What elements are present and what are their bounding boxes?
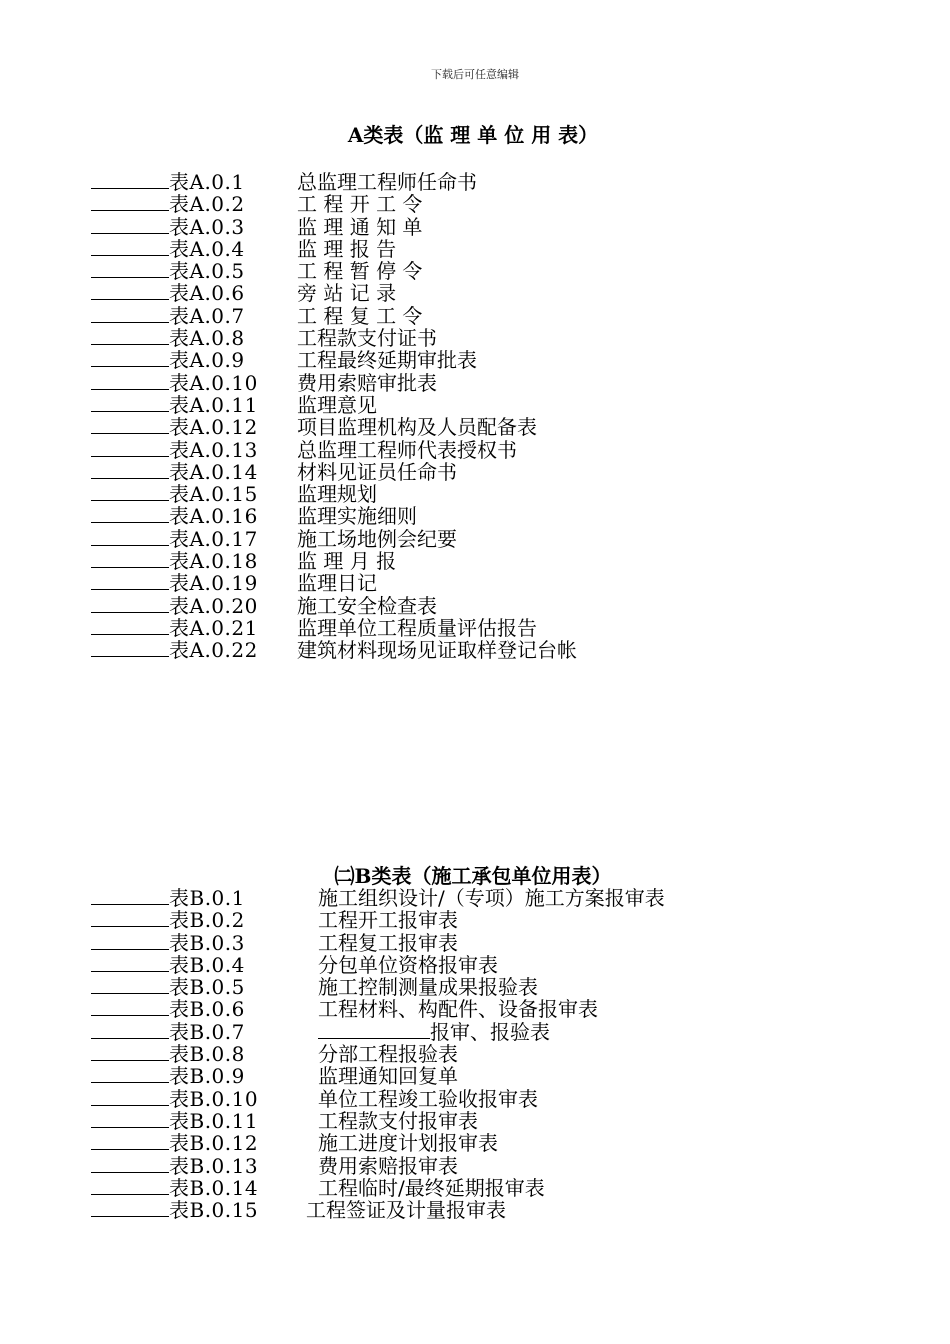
section-a-item-row	[91, 617, 891, 639]
form-code: 表B.0.11	[169, 1108, 259, 1133]
form-name: 旁 站 记 录	[297, 281, 397, 306]
inline-fill-in-blank-line	[318, 1021, 430, 1039]
form-name: 工程最终延期审批表	[297, 348, 477, 373]
form-code: 表B.0.12	[169, 1131, 259, 1156]
form-code: 表A.0.3	[169, 214, 245, 239]
form-code: 表A.0.12	[169, 415, 258, 440]
fill-in-blank-line	[91, 305, 169, 323]
section-b-item-row	[91, 909, 891, 931]
fill-in-blank-line	[91, 349, 169, 367]
form-name: 监理日记	[297, 571, 377, 596]
form-name: 建筑材料现场见证取样登记台帐	[297, 638, 577, 663]
fill-in-blank-line	[91, 1021, 169, 1039]
form-code: 表A.0.19	[169, 571, 258, 596]
form-code: 表B.0.1	[169, 886, 245, 910]
form-name: 监理通知回复单	[318, 1064, 458, 1089]
form-name: 施工场地例会纪要	[297, 526, 457, 551]
form-code: 表A.0.14	[169, 459, 258, 484]
form-name: 工 程 开 工 令	[297, 192, 423, 217]
form-code: 表A.0.13	[169, 437, 258, 462]
section-b-item-row	[91, 954, 891, 976]
form-name: 单位工程竣工验收报审表	[318, 1086, 538, 1111]
form-name: 工程签证及计量报审表	[306, 1198, 506, 1223]
form-name: 材料见证员任命书	[297, 459, 457, 484]
form-name: 监理规划	[297, 482, 377, 507]
fill-in-blank-line	[91, 1065, 169, 1083]
form-code: 表B.0.14	[169, 1175, 259, 1200]
fill-in-blank-line	[91, 260, 169, 278]
section-a-item-row	[91, 639, 891, 661]
form-name: 费用索赔审批表	[297, 370, 437, 395]
form-name: 施工控制测量成果报验表	[318, 975, 538, 1000]
form-code: 表A.0.20	[169, 593, 258, 618]
fill-in-blank-line	[91, 617, 169, 635]
fill-in-blank-line	[91, 1043, 169, 1061]
form-code: 表B.0.7	[169, 1019, 245, 1044]
section-a-item-row	[91, 394, 891, 416]
form-name: 总监理工程师代表授权书	[297, 437, 517, 462]
form-name: 项目监理机构及人员配备表	[297, 415, 537, 440]
form-code: 表A.0.15	[169, 482, 258, 507]
section-a-item-row	[91, 260, 891, 282]
form-name: 工程开工报审表	[318, 908, 458, 933]
form-name: 监 理 报 告	[297, 236, 397, 261]
section-a-list	[91, 171, 891, 662]
form-code: 表B.0.10	[169, 1086, 259, 1111]
section-b-title: ㈡B类表（施工承包单位用表）	[334, 864, 612, 888]
section-a-item-row	[91, 305, 891, 327]
fill-in-blank-line	[91, 483, 169, 501]
section-a-item-row	[91, 238, 891, 260]
form-name: 监 理 月 报	[297, 549, 397, 574]
section-a-item-row	[91, 327, 891, 349]
section-a-item-row	[91, 461, 891, 483]
form-name: 工程复工报审表	[318, 930, 458, 955]
fill-in-blank-line	[91, 595, 169, 613]
section-b-item-row	[91, 887, 891, 909]
form-code: 表A.0.10	[169, 370, 258, 395]
form-name: 费用索赔报审表	[318, 1153, 458, 1178]
section-b-item-row	[91, 1155, 891, 1177]
fill-in-blank-line	[91, 998, 169, 1016]
fill-in-blank-line	[91, 1199, 169, 1217]
form-code: 表A.0.8	[169, 326, 245, 351]
fill-in-blank-line	[91, 932, 169, 950]
form-name: 总监理工程师任命书	[297, 170, 477, 194]
section-b-item-row	[91, 1177, 891, 1199]
form-name: 工程款支付报审表	[318, 1108, 478, 1133]
fill-in-blank-line	[91, 1088, 169, 1106]
header-note: 下载后可任意编辑	[431, 68, 519, 81]
fill-in-blank-line	[91, 1155, 169, 1173]
form-code: 表A.0.11	[169, 392, 258, 417]
form-name: 施工进度计划报审表	[318, 1131, 498, 1156]
form-name: 施工组织设计/（专项）施工方案报审表	[318, 886, 665, 910]
form-code: 表B.0.8	[169, 1042, 245, 1067]
section-a-item-row	[91, 416, 891, 438]
form-code: 表B.0.3	[169, 930, 245, 955]
form-code: 表B.0.9	[169, 1064, 245, 1089]
fill-in-blank-line	[91, 394, 169, 412]
section-a-item-row	[91, 505, 891, 527]
form-code: 表A.0.6	[169, 281, 245, 306]
section-b-item-row	[91, 1088, 891, 1110]
section-a-item-row	[91, 282, 891, 304]
fill-in-blank-line	[91, 171, 169, 189]
fill-in-blank-line	[91, 954, 169, 972]
form-code: 表B.0.2	[169, 908, 245, 933]
section-b-item-row	[91, 1199, 891, 1221]
form-name: 监理意见	[297, 392, 377, 417]
fill-in-blank-line	[91, 327, 169, 345]
section-a-item-row	[91, 349, 891, 371]
fill-in-blank-line	[91, 1177, 169, 1195]
form-code: 表A.0.4	[169, 236, 245, 261]
form-code: 表A.0.18	[169, 549, 258, 574]
section-b-item-row	[91, 1110, 891, 1132]
form-name: 施工安全检查表	[297, 593, 437, 618]
form-name: 分包单位资格报审表	[318, 952, 498, 977]
form-code: 表B.0.13	[169, 1153, 259, 1178]
form-code: 表A.0.5	[169, 259, 245, 284]
section-b-item-row	[91, 1021, 891, 1043]
section-b-item-row	[91, 932, 891, 954]
form-code: 表A.0.22	[169, 638, 258, 663]
fill-in-blank-line	[91, 505, 169, 523]
form-name: 工 程 暂 停 令	[297, 259, 423, 284]
section-a-item-row	[91, 550, 891, 572]
section-a-item-row	[91, 528, 891, 550]
fill-in-blank-line	[91, 528, 169, 546]
section-b-item-row	[91, 998, 891, 1020]
form-name: 分部工程报验表	[318, 1042, 458, 1067]
section-a-item-row	[91, 595, 891, 617]
section-a-item-row	[91, 483, 891, 505]
form-code: 表A.0.1	[169, 170, 245, 194]
section-b-item-row	[91, 1043, 891, 1065]
fill-in-blank-line	[91, 976, 169, 994]
section-a-item-row	[91, 171, 891, 193]
fill-in-blank-line	[91, 416, 169, 434]
fill-in-blank-line	[91, 639, 169, 657]
form-code: 表A.0.7	[169, 303, 245, 328]
section-a-title: A类表（监 理 单 位 用 表）	[347, 123, 599, 147]
form-code: 表A.0.17	[169, 526, 258, 551]
form-name: 工 程 复 工 令	[297, 303, 423, 328]
form-code: 表A.0.21	[169, 615, 258, 640]
form-code: 表B.0.5	[169, 975, 245, 1000]
section-b-item-row	[91, 1132, 891, 1154]
section-a-item-row	[91, 372, 891, 394]
form-code: 表A.0.2	[169, 192, 245, 217]
fill-in-blank-line	[91, 1132, 169, 1150]
section-a-item-row	[91, 439, 891, 461]
form-code: 表A.0.9	[169, 348, 245, 373]
form-code: 表B.0.6	[169, 997, 245, 1022]
fill-in-blank-line	[91, 439, 169, 457]
form-name: 报审、报验表	[430, 1019, 550, 1044]
section-b-item-row	[91, 1065, 891, 1087]
fill-in-blank-line	[91, 282, 169, 300]
fill-in-blank-line	[91, 461, 169, 479]
form-code: 表B.0.4	[169, 952, 245, 977]
fill-in-blank-line	[91, 572, 169, 590]
fill-in-blank-line	[91, 238, 169, 256]
form-name: 监理实施细则	[297, 504, 417, 529]
form-code: 表A.0.16	[169, 504, 258, 529]
fill-in-blank-line	[91, 887, 169, 905]
form-name: 工程材料、构配件、设备报审表	[318, 997, 598, 1022]
fill-in-blank-line	[91, 193, 169, 211]
form-name: 监 理 通 知 单	[297, 214, 423, 239]
form-name: 工程款支付证书	[297, 326, 437, 351]
form-name: 监理单位工程质量评估报告	[297, 615, 537, 640]
fill-in-blank-line	[91, 216, 169, 234]
section-a-item-row	[91, 572, 891, 594]
section-a-item-row	[91, 193, 891, 215]
section-a-item-row	[91, 216, 891, 238]
form-name: 工程临时/最终延期报审表	[318, 1175, 545, 1200]
form-code: 表B.0.15	[169, 1198, 259, 1223]
section-b-list	[91, 887, 891, 1221]
section-b-item-row	[91, 976, 891, 998]
fill-in-blank-line	[91, 909, 169, 927]
fill-in-blank-line	[91, 1110, 169, 1128]
fill-in-blank-line	[91, 550, 169, 568]
fill-in-blank-line	[91, 372, 169, 390]
